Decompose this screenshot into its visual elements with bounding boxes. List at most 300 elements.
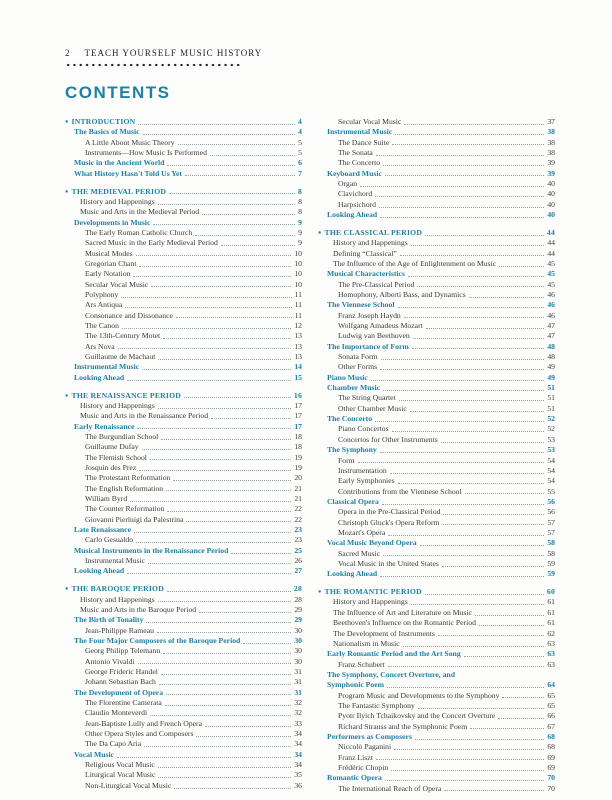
toc-entry-label: Niccolò Paganini	[338, 742, 392, 752]
toc-entry-label: Sacred Music	[338, 548, 381, 558]
toc-entry-page: 10	[294, 279, 302, 289]
toc-leader-dots	[380, 445, 545, 453]
toc-entry	[318, 148, 555, 158]
toc-leader-dots	[157, 626, 291, 634]
toc-entry-page: 69	[547, 762, 555, 772]
toc-entry-page: 34	[294, 760, 302, 770]
toc-entry-page: 29	[294, 615, 302, 625]
toc-entry-page: 53	[547, 434, 555, 444]
toc-entry-page: 14	[294, 362, 302, 372]
toc-entry	[318, 559, 555, 569]
toc-entry-label: Piano Concertos	[338, 424, 389, 434]
toc-entry-label: Liturgical Vocal Music	[85, 770, 156, 780]
toc-entry-page: 32	[294, 698, 302, 708]
toc-entry-label: Chamber Music	[327, 383, 381, 393]
toc-entry	[65, 411, 302, 421]
toc-leader-dots	[499, 259, 544, 267]
toc-leader-dots	[143, 127, 296, 135]
toc-leader-dots	[165, 698, 291, 706]
toc-leader-dots	[163, 331, 291, 339]
toc-entry-label: Secular Vocal Music	[85, 279, 149, 289]
toc-entry-page: 54	[547, 465, 555, 475]
toc-entry-label: Looking Ahead	[327, 569, 378, 579]
toc-entry	[318, 732, 555, 742]
toc-entry	[318, 158, 555, 168]
toc-entry-page: 59	[547, 569, 555, 579]
toc-entry-label: Performers as Composers	[327, 731, 412, 741]
toc-leader-dots	[415, 732, 544, 740]
toc-entry-label: Early Renaissance	[74, 421, 135, 431]
toc-entry-page: 40	[547, 210, 555, 220]
toc-entry-label: The International Reach of Opera	[338, 783, 442, 793]
toc-leader-dots	[167, 504, 291, 512]
toc-entry-label: The Fantastic Symphony	[338, 700, 415, 710]
toc-entry-label: Christoph Gluck's Opera Reform	[338, 517, 440, 527]
toc-entry	[65, 535, 302, 545]
toc-leader-dots	[138, 117, 295, 125]
toc-entry	[65, 352, 302, 362]
toc-entry-page: 39	[547, 158, 555, 168]
toc-entry-page: 48	[547, 352, 555, 362]
toc-entry-page: 69	[547, 752, 555, 762]
toc-entry-label: Ludwig van Beethoven	[338, 331, 410, 341]
toc-leader-dots	[383, 158, 544, 166]
toc-leader-dots	[121, 290, 291, 298]
toc-leader-dots	[412, 342, 545, 350]
toc-entry-page: 47	[547, 331, 555, 341]
toc-leader-dots	[146, 615, 291, 623]
toc-entry	[65, 473, 302, 483]
toc-entry	[318, 342, 555, 352]
toc-leader-dots	[118, 342, 292, 350]
toc-entry-label: Mozart's Opera	[338, 527, 386, 537]
toc-entry-page: 49	[547, 372, 555, 382]
toc-entry-label: Josquin des Prez	[85, 463, 137, 472]
toc-entry	[318, 435, 555, 445]
toc-entry	[318, 639, 555, 649]
toc-entry-label: Instrumental Music	[74, 362, 140, 372]
toc-entry-label: Claudio Monteverdi	[85, 708, 148, 718]
toc-entry-label: History and Happenings	[80, 594, 155, 604]
toc-entry	[65, 453, 302, 463]
toc-entry	[65, 525, 302, 535]
toc-entry-label: The 13th-Century Motet	[85, 331, 161, 341]
toc-leader-dots	[151, 280, 291, 288]
toc-entry	[65, 331, 302, 341]
toc-entry-page: 40	[547, 189, 555, 199]
toc-entry-label: Nationalism in Music	[333, 638, 400, 648]
toc-entry-label: Vocal Music in the United States	[338, 558, 439, 568]
toc-entry-label: Looking Ahead	[74, 372, 125, 382]
toc-entry	[65, 158, 302, 168]
toc-entry-label: INTRODUCTION	[71, 117, 136, 126]
toc-entry-page: 61	[547, 618, 555, 628]
toc-entry-page: 68	[547, 742, 555, 752]
toc-entry	[318, 259, 555, 269]
toc-leader-dots	[138, 657, 292, 665]
toc-entry-page: 34	[294, 739, 302, 749]
toc-entry-label: The Burgundian School	[85, 431, 159, 441]
toc-leader-dots	[139, 463, 291, 471]
section-bullet-icon: ●	[65, 586, 69, 593]
toc-entry-label: The Symphony, Concert Overture, and	[327, 669, 455, 679]
toc-leader-dots	[464, 649, 545, 657]
toc-leader-dots	[221, 238, 295, 246]
toc-leader-dots	[144, 739, 291, 747]
toc-entry	[318, 414, 555, 424]
toc-leader-dots	[202, 207, 295, 215]
toc-leader-dots	[173, 473, 291, 481]
toc-entry-label: Early Symphonies	[338, 476, 395, 486]
toc-leader-dots	[444, 784, 544, 792]
toc-entry-label: History and Happenings	[80, 400, 155, 410]
toc-entry-label: Johann Sebastian Bach	[85, 677, 156, 687]
toc-entry-label: Sonata Form	[338, 352, 378, 362]
toc-entry	[65, 584, 302, 594]
toc-entry-label: THE CLASSICAL PERIOD	[324, 227, 423, 237]
toc-entry	[65, 781, 302, 791]
toc-leader-dots	[411, 597, 545, 605]
toc-entry	[65, 615, 302, 625]
toc-entry-label: Late Renaissance	[74, 525, 132, 535]
book-title: TEACH YOURSELF MUSIC HISTORY	[84, 48, 263, 58]
toc-entry	[318, 569, 555, 579]
toc-entry-label: Other Forms	[338, 362, 378, 372]
toc-entry-label: Program Music and Developments to the Symphony	[338, 690, 500, 700]
toc-entry-page: 20	[294, 473, 302, 483]
toc-entry-label: The Influence of Art and Literature on Music	[333, 607, 472, 617]
toc-leader-dots	[426, 321, 545, 329]
toc-entry	[318, 362, 555, 372]
toc-entry-page: 47	[547, 321, 555, 331]
toc-entry	[65, 688, 302, 698]
toc-leader-dots	[379, 200, 544, 208]
toc-entry-page: 23	[294, 535, 302, 545]
toc-entry-label: Antonio Vivaldi	[85, 656, 135, 666]
toc-leader-dots	[158, 770, 291, 778]
toc-entry-page: 56	[547, 496, 555, 506]
toc-entry-page: 39	[547, 168, 555, 178]
toc-leader-dots	[418, 701, 544, 709]
toc-entry	[65, 515, 302, 525]
toc-entry	[318, 311, 555, 321]
toc-entry-page: 17	[294, 421, 302, 431]
toc-entry-page: 44	[547, 248, 555, 258]
toc-leader-dots	[399, 393, 545, 401]
toc-leader-dots	[186, 515, 291, 523]
toc-leader-dots	[443, 507, 544, 515]
toc-entry-page: 45	[547, 258, 555, 268]
toc-entry-page: 17	[294, 400, 302, 410]
toc-entry	[318, 629, 555, 639]
toc-entry	[65, 750, 302, 760]
toc-entry-label: The Pre-Classical Period	[338, 279, 415, 289]
toc-entry-page: 33	[294, 718, 302, 728]
toc-entry-page: 8	[297, 186, 302, 196]
toc-entry-page: 54	[547, 476, 555, 486]
toc-entry-label: Vocal Music Beyond Opera	[327, 538, 417, 548]
toc-entry-label: Polyphony	[85, 290, 119, 299]
toc-entry	[65, 342, 302, 352]
toc-entry-label: The Florentine Camerata	[85, 698, 162, 708]
toc-leader-dots	[388, 528, 544, 536]
toc-entry	[318, 742, 555, 752]
toc-entry	[318, 497, 555, 507]
toc-entry-page: 70	[547, 773, 555, 783]
toc-entry-page: 19	[294, 452, 302, 462]
section-bullet-icon: ●	[318, 589, 322, 596]
toc-leader-dots	[184, 391, 291, 399]
toc-entry	[65, 698, 302, 708]
toc-entry	[65, 311, 302, 321]
toc-entry-label: Gregorian Chant	[85, 258, 137, 268]
toc-entry	[318, 538, 555, 548]
toc-entry-page: 5	[298, 148, 302, 158]
toc-entry	[318, 189, 555, 199]
toc-entry-page: 70	[547, 783, 555, 793]
toc-entry-label: The Counter Reformation	[85, 504, 165, 514]
toc-entry-label: The Dance Suite	[338, 137, 390, 147]
toc-leader-dots	[159, 677, 291, 685]
toc-leader-dots	[383, 549, 544, 557]
toc-entry	[318, 518, 555, 528]
toc-entry-page: 45	[547, 279, 555, 289]
toc-leader-dots	[358, 456, 545, 464]
toc-entry	[318, 691, 555, 701]
toc-entry-page: 59	[547, 558, 555, 568]
toc-entry-label: Musical Modes	[85, 248, 133, 258]
toc-leader-dots	[502, 691, 544, 699]
header-dotted-rule	[65, 63, 241, 67]
toc-entry	[318, 238, 555, 248]
toc-entry	[65, 595, 302, 605]
toc-entry-page: 62	[547, 628, 555, 638]
toc-leader-dots	[167, 584, 291, 592]
toc-leader-dots	[398, 300, 545, 308]
toc-entry-page: 51	[547, 383, 555, 393]
toc-leader-dots	[398, 476, 545, 484]
toc-entry-label: The Birth of Tonality	[74, 615, 144, 625]
toc-leader-dots	[158, 352, 291, 360]
toc-entry	[65, 760, 302, 770]
toc-column-left	[65, 117, 302, 794]
toc-entry	[65, 259, 302, 269]
toc-entry	[65, 280, 302, 290]
toc-leader-dots	[408, 269, 544, 277]
toc-entry-label: Music and Arts in the Renaissance Period	[80, 411, 209, 421]
toc-entry	[65, 677, 302, 687]
toc-entry-label: Franz Joseph Haydn	[338, 310, 401, 320]
toc-leader-dots	[438, 629, 544, 637]
toc-entry	[318, 138, 555, 148]
toc-entry-page: 68	[547, 731, 555, 741]
toc-leader-dots	[150, 453, 291, 461]
toc-entry-page: 49	[547, 362, 555, 372]
toc-entry	[65, 321, 302, 331]
toc-entry-label: Looking Ahead	[327, 210, 378, 220]
page-header	[65, 48, 555, 58]
toc-entry	[318, 393, 555, 403]
toc-entry-label: Contributions from the Viennese School	[338, 486, 462, 496]
toc-leader-dots	[392, 424, 545, 432]
toc-entry-label: THE MEDIEVAL PERIOD	[71, 186, 167, 196]
toc-entry	[318, 228, 555, 238]
toc-entry-page: 12	[294, 321, 302, 331]
toc-entry-label: Religious Vocal Music	[85, 760, 155, 770]
toc-entry-label: Music and Arts in the Medieval Period	[80, 207, 200, 217]
toc-entry-label: Homophony, Alberti Bass, and Dynamics	[338, 290, 466, 299]
toc-leader-dots	[127, 373, 291, 381]
toc-entry	[318, 649, 555, 659]
toc-leader-dots	[469, 290, 545, 298]
toc-entry-page: 34	[294, 749, 302, 759]
toc-leader-dots	[387, 680, 544, 688]
toc-leader-dots	[130, 494, 291, 502]
toc-entry	[65, 646, 302, 656]
toc-entry-page: 6	[298, 158, 302, 168]
toc-entry-page: 31	[294, 677, 302, 687]
toc-entry-page: 25	[294, 545, 302, 555]
toc-entry	[318, 528, 555, 538]
toc-entry-page: 18	[294, 442, 302, 452]
toc-entry-label: Franz Schubert	[338, 659, 385, 669]
toc-leader-dots	[411, 238, 545, 246]
toc-leader-dots	[388, 660, 545, 668]
toc-entry	[318, 290, 555, 300]
toc-entry-label: Consonance and Dissonance	[85, 310, 173, 320]
toc-entry	[65, 373, 302, 383]
toc-entry-label: Piano Music	[327, 372, 368, 382]
toc-entry-page: 52	[547, 414, 555, 424]
toc-leader-dots	[142, 442, 292, 450]
toc-entry-label: Guillaume Dufay	[85, 442, 139, 452]
toc-entry-page: 11	[294, 300, 302, 310]
toc-leader-dots	[391, 763, 544, 771]
toc-entry-label: The Sonata	[338, 148, 373, 158]
toc-entry-label: The Development of Instruments	[333, 628, 435, 638]
toc-entry-label: The Viennese School	[327, 300, 395, 310]
toc-entry-page: 30	[294, 636, 302, 645]
toc-entry-page: 21	[294, 483, 302, 493]
toc-leader-dots	[205, 719, 291, 727]
toc-entry-label: The Four Major Composers of the Baroque Period	[74, 636, 241, 645]
toc-leader-dots	[158, 595, 292, 603]
toc-leader-dots	[475, 608, 544, 616]
toc-leader-dots	[420, 538, 545, 546]
toc-entry-page: 63	[547, 649, 555, 659]
toc-leader-dots	[400, 249, 544, 257]
toc-entry	[65, 300, 302, 310]
toc-entry-label: Giovanni Pierluigi da Palestrina	[85, 514, 184, 524]
toc-entry-label: Jean-Philippe Rameau	[85, 625, 154, 635]
toc-entry-page: 27	[294, 566, 302, 576]
toc-entry-page: 45	[547, 269, 555, 279]
toc-leader-dots	[380, 362, 544, 370]
toc-leader-dots	[167, 158, 295, 166]
toc-entry-label: The Importance of Form	[327, 341, 409, 351]
toc-entry	[318, 549, 555, 559]
toc-entry-page: 61	[547, 597, 555, 607]
toc-entry-page: 10	[294, 248, 302, 258]
toc-entry	[318, 404, 555, 414]
toc-entry	[318, 200, 555, 210]
toc-leader-dots	[383, 383, 544, 391]
toc-entry	[65, 238, 302, 248]
toc-entry-label: Beethoven's Influence on the Romantic Period	[333, 618, 476, 628]
toc-entry-label: Music and Arts in the Baroque Period	[80, 604, 197, 614]
toc-entry-page: 28	[293, 584, 302, 594]
toc-entry	[318, 670, 555, 680]
toc-leader-dots	[498, 711, 544, 719]
toc-entry-page: 15	[294, 372, 302, 382]
toc-entry-label: The Da Capo Aria	[85, 739, 142, 749]
toc-entry	[65, 218, 302, 228]
toc-entry-label: What History Hasn't Told Us Yet	[74, 168, 182, 178]
toc-leader-dots	[425, 228, 544, 236]
toc-leader-dots	[137, 422, 291, 430]
toc-entry	[318, 373, 555, 383]
toc-entry-page: 29	[294, 604, 302, 614]
toc-entry	[65, 249, 302, 259]
toc-entry	[65, 127, 302, 137]
toc-entry-page: 63	[547, 638, 555, 648]
toc-entry-page: 63	[547, 659, 555, 669]
toc-entry-label: Georg Philipp Telemann	[85, 646, 161, 656]
toc-entry-page: 60	[546, 587, 555, 597]
toc-entry-page: 56	[547, 507, 555, 517]
toc-entry-label: The English Reformation	[85, 483, 164, 493]
toc-leader-dots	[176, 311, 292, 319]
toc-entry-label: Classical Opera	[327, 496, 379, 506]
toc-entry-page: 13	[294, 341, 302, 351]
toc-entry-page: 66	[547, 711, 555, 721]
toc-entry-page: 54	[547, 455, 555, 465]
toc-entry-page: 65	[547, 690, 555, 700]
toc-entry-page: 17	[294, 411, 302, 421]
toc-entry	[318, 383, 555, 393]
toc-leader-dots	[243, 636, 291, 644]
toc-entry	[318, 331, 555, 341]
section-bullet-icon: ●	[318, 229, 322, 236]
toc-entry-page: 22	[294, 504, 302, 514]
toc-entry-page: 53	[547, 445, 555, 455]
toc-entry-label: The Protestant Reformation	[85, 473, 171, 483]
toc-entry-label: Secular Vocal Music	[338, 117, 402, 126]
toc-leader-dots	[185, 169, 295, 177]
toc-entry	[318, 711, 555, 721]
toc-entry	[65, 187, 302, 197]
toc-entry-page: 32	[294, 708, 302, 718]
toc-entry-label: Keyboard Music	[327, 168, 382, 178]
toc-entry	[318, 660, 555, 670]
toc-entry-label: Early Notation	[85, 269, 131, 279]
toc-entry-label: Ars Nova	[85, 341, 115, 351]
toc-leader-dots	[404, 311, 545, 319]
toc-entry	[318, 597, 555, 607]
toc-entry	[65, 739, 302, 749]
toc-entry-label: Pyotr Ilyich Tchaikovsky and the Concert Overture	[338, 711, 496, 721]
toc-entry-label: Non-Liturgical Vocal Music	[85, 780, 172, 790]
toc-entry-label: Richard Strauss and the Symphonic Poem	[338, 721, 468, 731]
toc-entry-page: 9	[298, 217, 302, 227]
toc-entry-label: The Influence of the Age of Enlightenment on Music	[333, 258, 497, 268]
toc-entry	[65, 228, 302, 238]
toc-entry	[65, 148, 302, 158]
toc-entry-page: 46	[547, 290, 555, 299]
toc-entry	[65, 626, 302, 636]
toc-leader-dots	[158, 401, 292, 409]
toc-entry-label: Symphonic Poem	[327, 680, 385, 690]
